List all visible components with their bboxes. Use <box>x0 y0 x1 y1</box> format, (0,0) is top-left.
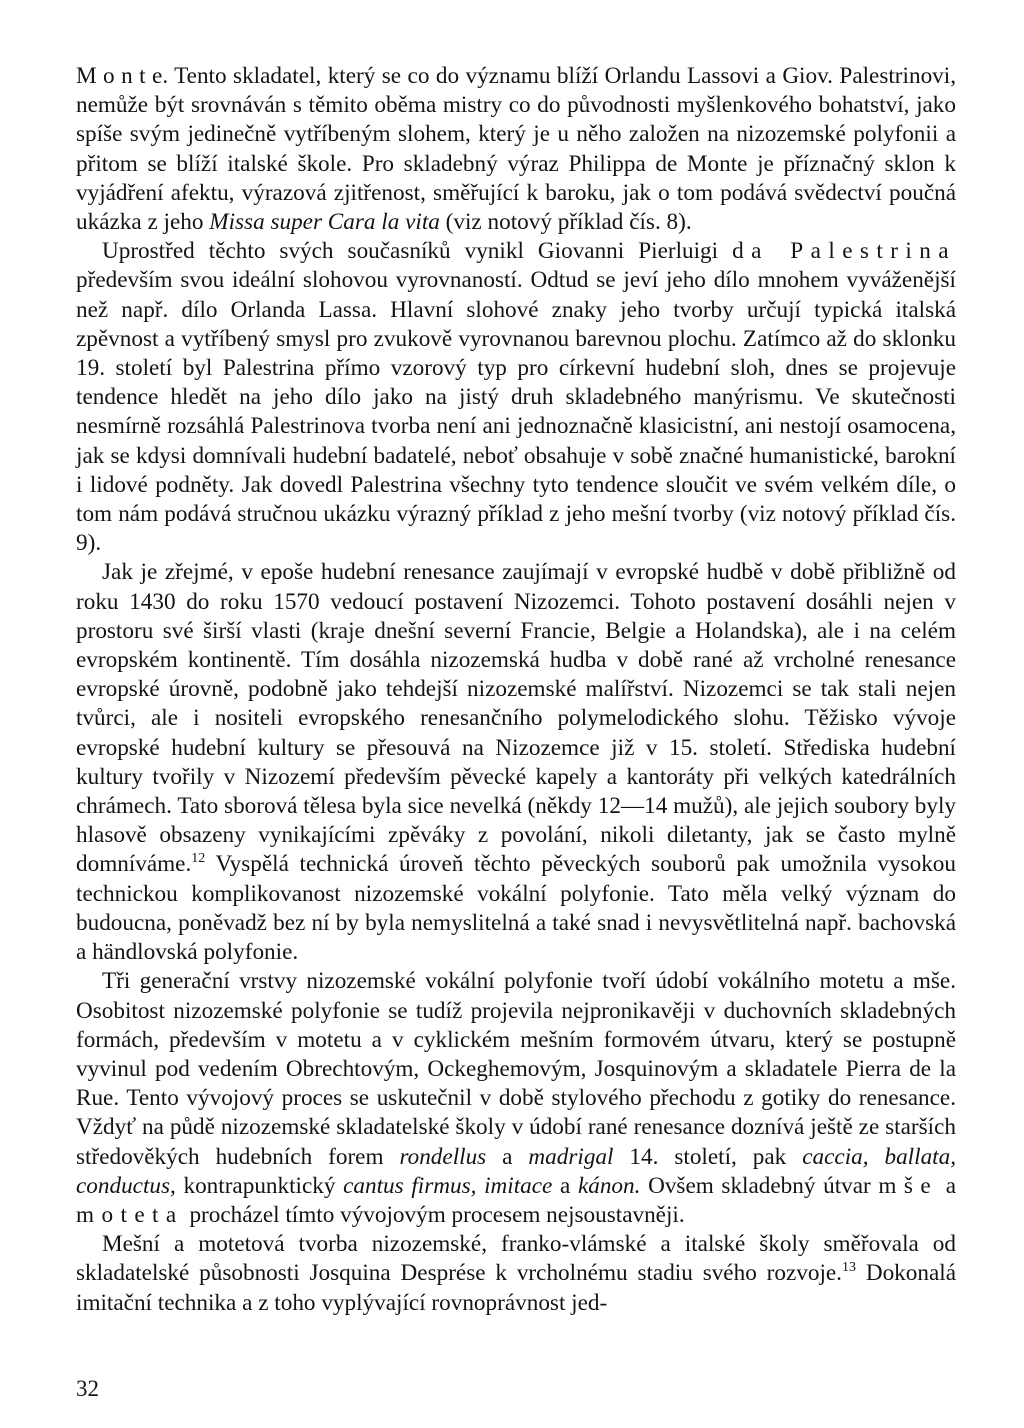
name-spaced-monte: M o n t e <box>76 63 163 89</box>
paragraph-text: Uprostřed těchto svých současníků vynikl Giovanni Pierluigi <box>102 238 733 265</box>
paragraph-text: Mešní a motetová tvorba nizozemské, franko-vlámské a italské školy směřovala od skladatelské působnosti Josquina Desprése k vrcholnému stadiu svého rozvoje. <box>76 1231 956 1287</box>
paragraph-text: a <box>552 1172 578 1199</box>
term-spaced-moteta: moteta <box>76 1201 184 1228</box>
paragraph-text: . Tento skladatel, který se co do významu blíží Orlandu Lassovi a Giov. Palestrinovi, nemůže být srovnáván s těmito oběma mistry co do původnosti myšlenkového bohatství, jako spíše svým jedinečně vytříbeným slohem, který je u něho založen na nizozemské polyfonii a přitom se blíží italské škole. Pro skladebný výraz Philippa de Monte je příznačný sklon k vyjádření afektu, výrazová zjitřenost, směřující k baroku, jak o tom podává svědectví poučná ukázka z jeho <box>76 63 956 236</box>
page-number: 32 <box>76 1376 99 1401</box>
term-italic: kánon. <box>577 1172 641 1199</box>
page-body <box>76 62 956 1318</box>
term-italic: rondellus <box>399 1143 487 1170</box>
paragraph-text: a <box>938 1172 957 1199</box>
paragraph-text: procházel tímto vývojovým procesem nejsoustavněji. <box>183 1201 685 1228</box>
paragraph-text: kontrapunktický <box>175 1172 344 1199</box>
paragraph-text: především svou ideální slohovou vyrovnaností. Odtud se jeví jeho dílo mnohem vyváženější než např. dílo Orlanda Lassa. Hlavní slohové znaky jeho tvorby určují typická italská zpěvnost a vytříbený smysl pro zvukově vyrovnanou barevnou plochu. Zatímco až do sklonku 19. století byl Palestrina přímo vzorový typ pro církevní hudební sloh, dnes se projevuje tendence hledět na jeho dílo jako na jistý druh skladebného manýrismu. Ve skutečnosti nesmírně rozsáhlá Palestrinova tvorba není ani jednoznačně klasicistní, ani nestojí osamocena, jak se kdysi domnívali hudební badatelé, neboť obsahuje v sobě značné humanistické, barokní i lidové podněty. Jak dovedl Palestrina všechny tyto tendence sloučit ve svém velkém díle, o tom nám podává stručnou ukázku výrazný příklad z jeho mešní tvorby (viz notový příklad čís. 9). <box>76 267 956 557</box>
term-italic: cantus firmus, imitace <box>343 1172 553 1199</box>
term-italic: caccia, ballata, conductus, <box>76 1143 956 1199</box>
paragraph-text: Vyspělá technická úroveň těchto pěveckých souborů pak umožnila vysokou technickou komplikovanost nizozemské vokální polyfonie. Tato měla velký význam do budoucna, poněvadž bez ní by byla nemyslitelná a také snad i nevysvětlitelná např. bachovská a händlovská polyfonie. <box>76 851 956 966</box>
footnote-ref-12: 12 <box>191 851 206 867</box>
paragraph-text: (viz notový příklad čís. 8). <box>439 209 692 236</box>
paragraph-text: Jak je zřejmé, v epoše hudební renesance zaujímají v evropské hudbě v době přibližně od roku 1430 do roku 1570 vedoucí postavení Nizozemci. Tohoto postavení dosáhli nejen v prostoru své širší vlasti (kraje dnešní severní Francie, Belgie a Holandska), ale i na celém evropském kontinentě. Tím dosáhla nizozemská hudba v době rané až vrcholné renesance evropské úrovně, podobně jako tehdejší nizozemské malířství. Nizozemci se tak stali nejen tvůrci, ale i nositeli evropského renesančního polymelodického slohu. Těžisko vývoje evropské hudební kultury se přesouvá na Nizozemce již v 15. století. Střediska hudební kultury tvořily v Nizozemí především pěvecké kapely a kantoráty při velkých katedrálních chrámech. Tato sborová tělesa byla sice nevelká (někdy 12—14 mužů), ale jejich soubory byly hlasově obsazeny vynikajícími zpěváky z povolání, nikoli diletanty, jak se často mylně domníváme. <box>76 559 956 878</box>
paragraph-3 <box>76 558 956 967</box>
paragraph-text: Tři generační vrstvy nizozemské vokální polyfonie tvoří údobí vokálního motetu a mše. Osobitost nizozemské polyfonie se tudíž projevila nejpronikavěji v duchovních skladebných formách, především v motetu a v cyklickém mešním formovém útvaru, který se postupně vyvinul pod vedením Obrechtovým, Ockeghemovým, Josquinovým a skladatele Pierra de la Rue. Tento vývojový proces se uskutečnil v době stylového přechodu z gotiky do renesance. Vždyť na půdě nizozemské skladatelské školy v údobí rané renesance doznívá ještě ze starších středověkých hudebních forem <box>76 968 956 1170</box>
paragraph-1 <box>76 62 956 237</box>
paragraph-5 <box>76 1230 956 1318</box>
paragraph-text: Ovšem skladebný útvar <box>640 1172 879 1199</box>
paragraph-text: 14. století, pak <box>613 1143 803 1170</box>
paragraph-2 <box>76 237 956 558</box>
paragraph-4 <box>76 967 956 1230</box>
name-spaced-palestrina: da Palestrina <box>732 238 956 265</box>
footnote-ref-13: 13 <box>841 1260 856 1276</box>
work-title-italic: Missa super Cara la vita <box>209 209 440 236</box>
term-italic: madrigal <box>528 1143 614 1170</box>
paragraph-text: Dokonalá imitační technika a z toho vyplývající rovnoprávnost jed- <box>76 1260 956 1316</box>
term-spaced-mse: mše <box>878 1172 939 1199</box>
paragraph-text: a <box>486 1143 529 1170</box>
